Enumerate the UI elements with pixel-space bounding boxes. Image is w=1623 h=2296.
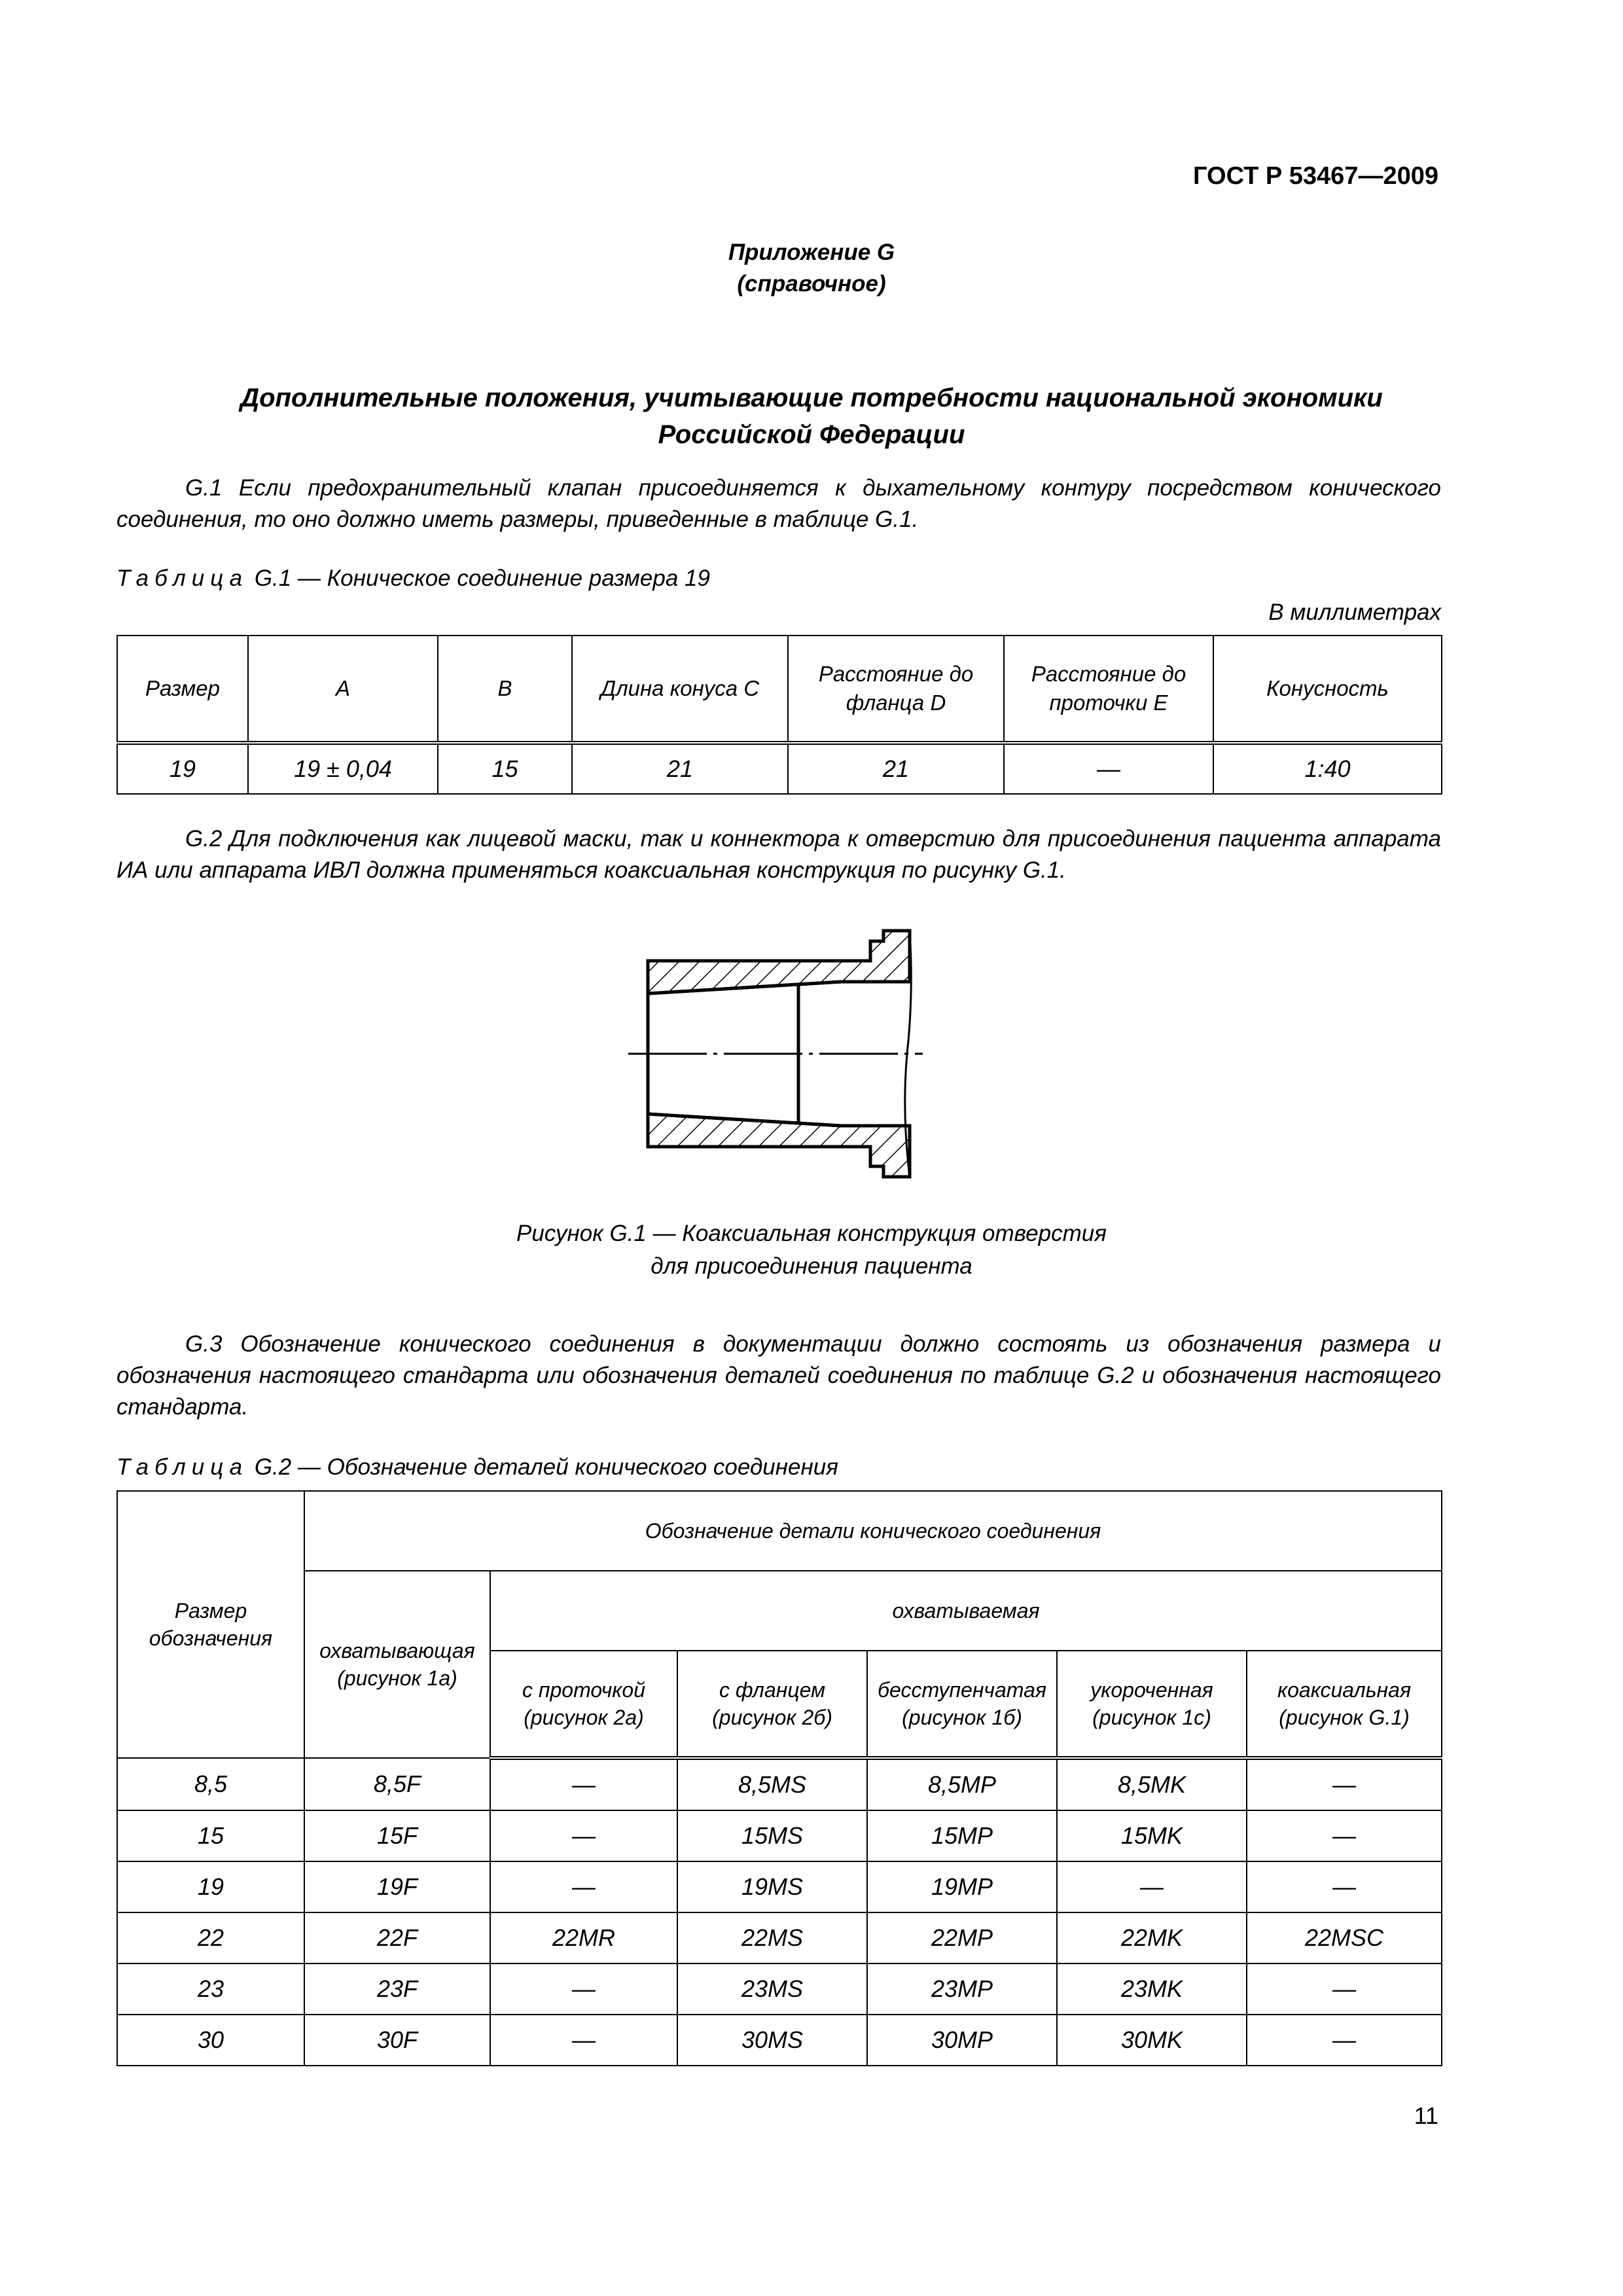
paragraph-g1 [116, 473, 1441, 535]
table-cell: 23MP [867, 1964, 1057, 2015]
table-cell: — [490, 1861, 677, 1912]
table-cell: 23 [117, 1964, 304, 2015]
table-cell: 23F [304, 1964, 490, 2015]
section-title [0, 380, 1623, 453]
table-cell: 22MS [677, 1912, 867, 1964]
section-title-line2: Российской Федерации [658, 420, 965, 449]
table2-caption-word: Таблица [116, 1454, 249, 1480]
t2-header-flange: с фланцем (рисунок 2б) [677, 1651, 867, 1758]
table-cell: 8,5MS [677, 1758, 867, 1810]
t2-header-stepless: бесступенчатая (рисунок 1б) [867, 1651, 1057, 1758]
table-cell: — [490, 2015, 677, 2066]
t1-header-taper: Конусность [1213, 636, 1442, 743]
table-cell: 30F [304, 2015, 490, 2066]
table-cell: — [1247, 1861, 1442, 1912]
table-cell: 30MP [867, 2015, 1057, 2066]
t1-header-a: A [248, 636, 438, 743]
table-row [117, 1861, 1442, 1912]
table-cell: 15 [438, 743, 572, 794]
table-row [117, 1810, 1442, 1861]
coaxial-connector-drawing [622, 916, 936, 1191]
table-row [117, 1912, 1442, 1964]
table-g1 [116, 635, 1442, 795]
t2-header-short: укороченная (рисунок 1с) [1057, 1651, 1247, 1758]
table-cell: 30MK [1057, 2015, 1247, 2066]
table-g2 [116, 1490, 1442, 2066]
table-cell: — [490, 1810, 677, 1861]
table-cell: 15 [117, 1810, 304, 1861]
table-cell: — [490, 1964, 677, 2015]
table-cell: 22MK [1057, 1912, 1247, 1964]
paragraph-g3 [116, 1329, 1441, 1423]
t2-header-group: Обозначение детали конического соединения [304, 1491, 1442, 1571]
table-cell: 22 [117, 1912, 304, 1964]
table-cell: 8,5MP [867, 1758, 1057, 1810]
table-cell: 30MS [677, 2015, 867, 2066]
t2-header-male: охватываемая [490, 1571, 1442, 1651]
table2-body [117, 1758, 1442, 2066]
table-cell: 21 [788, 743, 1004, 794]
section-title-line1: Дополнительные положения, учитывающие потребности национальной экономики [240, 384, 1383, 412]
table-row [117, 1964, 1442, 2015]
figure-caption-line2: для присоединения пациента [651, 1253, 972, 1279]
figure-caption [0, 1217, 1623, 1283]
table-cell: 19F [304, 1861, 490, 1912]
table2-caption-text: G.2 — Обозначение деталей конического соединения [254, 1454, 838, 1480]
table-cell: 19 ± 0,04 [248, 743, 438, 794]
table-cell: 19MP [867, 1861, 1057, 1912]
table-cell: 23MS [677, 1964, 867, 2015]
table1-caption [116, 565, 710, 592]
table-cell: 22F [304, 1912, 490, 1964]
table-cell: — [1247, 2015, 1442, 2066]
table1-caption-word: Таблица [116, 565, 249, 591]
t1-header-e: Расстояние до проточки E [1004, 636, 1213, 743]
paragraph-g3-text: G.3 Обозначение конического соединения в документации должно состоять из обозначения размера и обозначения настоящего стандарта или обозначения деталей соединения по таблице G.2 и обозначения настоящего стандарта. [116, 1331, 1441, 1420]
standard-number: ГОСТ Р 53467—2009 [1193, 162, 1438, 190]
table-cell: 8,5MK [1057, 1758, 1247, 1810]
figure-caption-line1: Рисунок G.1 — Коаксиальная конструкция отверстия [516, 1221, 1107, 1246]
t2-header-size: Размер обозначения [117, 1491, 304, 1758]
t1-header-d: Расстояние до фланца D [788, 636, 1004, 743]
table-row [117, 2015, 1442, 2066]
table-cell: — [1247, 1758, 1442, 1810]
table2-caption [116, 1454, 838, 1480]
table-cell: — [1004, 743, 1213, 794]
appendix-title: Приложение G [728, 240, 895, 265]
table-row [117, 743, 1442, 794]
table-cell: — [1057, 1861, 1247, 1912]
page-number: 11 [1414, 2102, 1438, 2129]
t2-header-groove: с проточкой (рисунок 2а) [490, 1651, 677, 1758]
table-cell: — [1247, 1964, 1442, 2015]
table1-units: В миллиметрах [1268, 600, 1441, 625]
table-cell: 22MR [490, 1912, 677, 1964]
table-cell: — [1247, 1810, 1442, 1861]
table-cell: 8,5 [117, 1758, 304, 1810]
table-cell: 8,5F [304, 1758, 490, 1810]
table-cell: 22MSC [1247, 1912, 1442, 1964]
t1-header-c: Длина конуса C [572, 636, 788, 743]
table-cell: 19MS [677, 1861, 867, 1912]
table-cell: 15MP [867, 1810, 1057, 1861]
table-cell: 15MK [1057, 1810, 1247, 1861]
t1-header-size: Размер [117, 636, 248, 743]
paragraph-g1-text: G.1 Если предохранительный клапан присоединяется к дыхательному контуру посредством конического соединения, то оно должно иметь размеры, приведенные в таблице G.1. [116, 475, 1441, 532]
t2-header-coaxial: коаксиальная (рисунок G.1) [1247, 1651, 1442, 1758]
table-cell: 23MK [1057, 1964, 1247, 2015]
table-cell: — [490, 1758, 677, 1810]
table-cell: 21 [572, 743, 788, 794]
table-cell: 19 [117, 743, 248, 794]
paragraph-g2 [116, 823, 1441, 886]
table-cell: 15F [304, 1810, 490, 1861]
t1-header-b: B [438, 636, 572, 743]
table-row [117, 1758, 1442, 1810]
table1-caption-text: G.1 — Коническое соединение размера 19 [254, 565, 710, 591]
appendix-heading [0, 237, 1623, 300]
appendix-subtitle: (справочное) [737, 271, 886, 296]
table-cell: 15MS [677, 1810, 867, 1861]
t2-header-female: охватывающая (рисунок 1а) [304, 1571, 490, 1758]
table-cell: 22MP [867, 1912, 1057, 1964]
paragraph-g2-text: G.2 Для подключения как лицевой маски, так и коннектора к отверстию для присоединения пациента аппарата ИА или аппарата ИВЛ должна применяться коаксиальная конструкция по рисунку G.1. [116, 826, 1441, 883]
table-cell: 19 [117, 1861, 304, 1912]
table-cell: 30 [117, 2015, 304, 2066]
table-cell: 1:40 [1213, 743, 1442, 794]
